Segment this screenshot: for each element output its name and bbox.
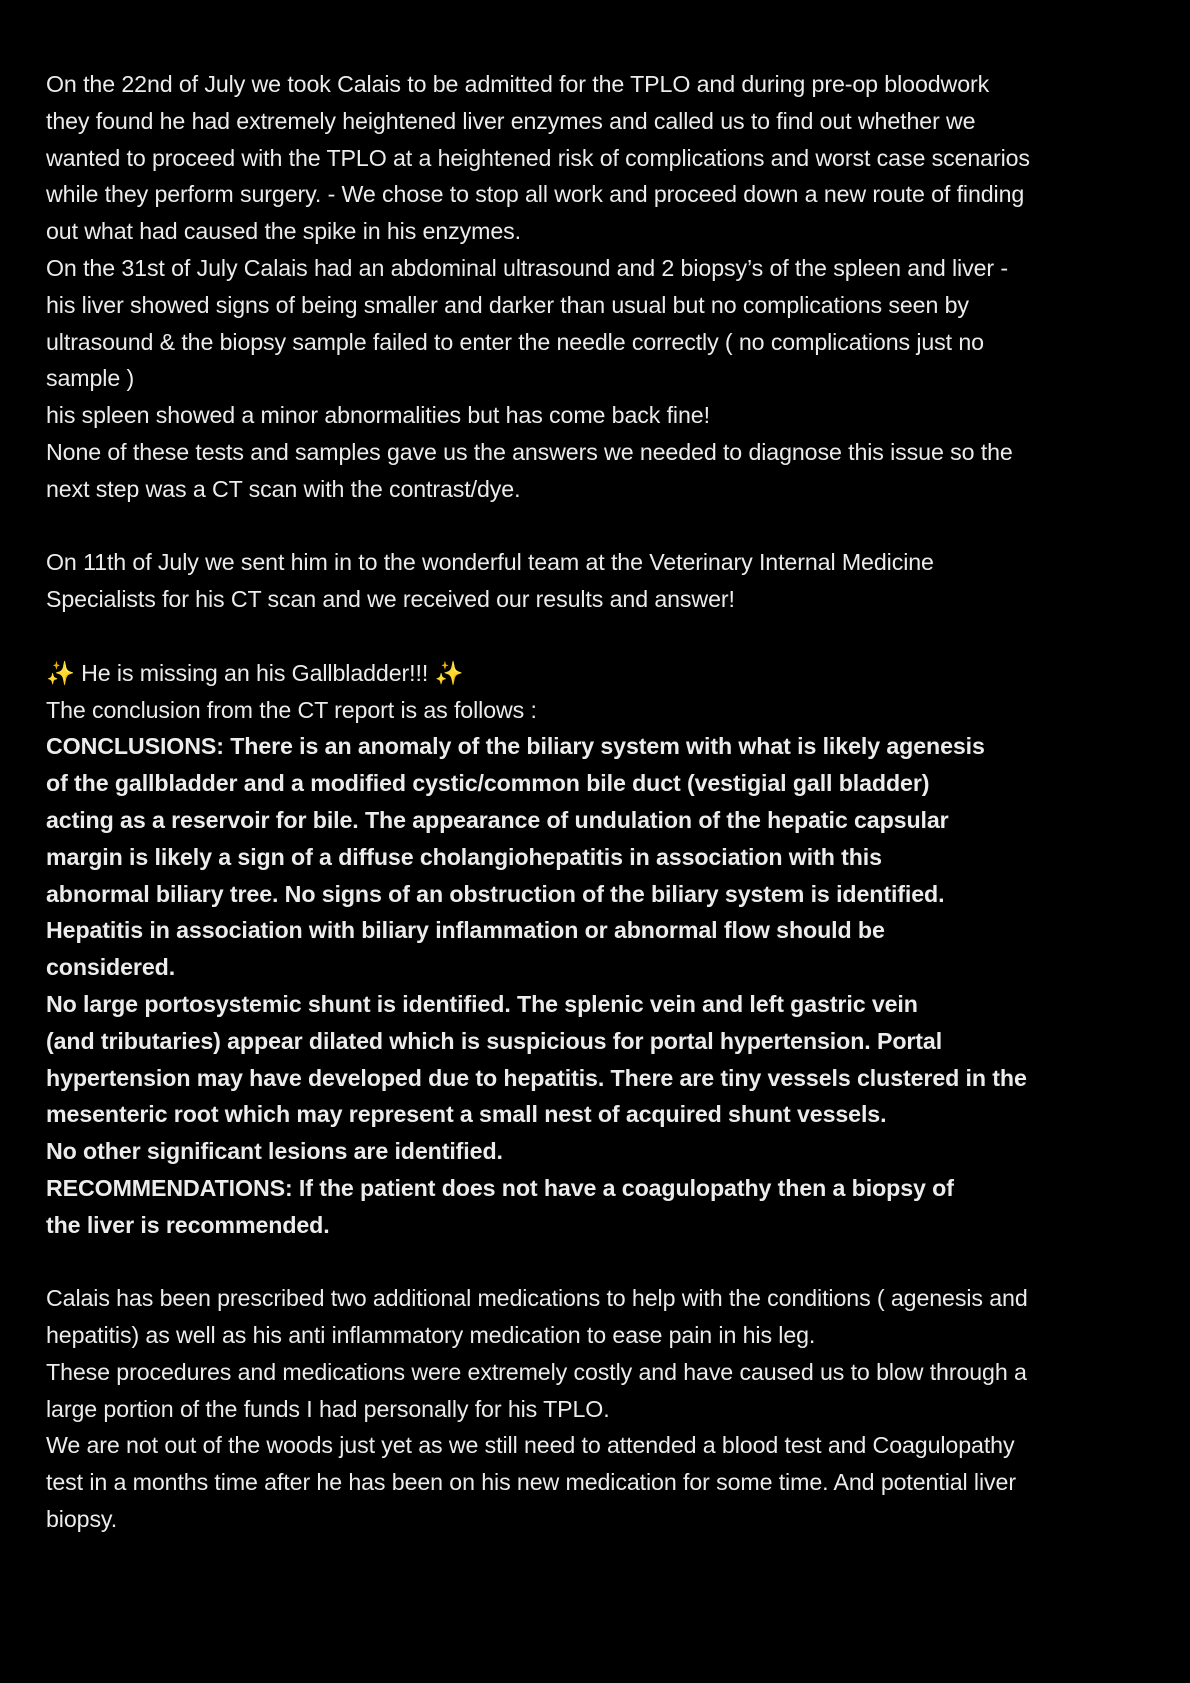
report-line: No large portosystemic shunt is identified. The splenic vein and left gastric vein [46, 990, 918, 1017]
sparkles-icon: ✨ [434, 659, 464, 686]
sparkles-icon: ✨ [46, 659, 75, 686]
text-line: wanted to proceed with the TPLO at a heightened risk of complications and worst case scenarios [46, 144, 1030, 171]
text-line: biopsy. [46, 1506, 118, 1533]
text-line: Calais has been prescribed two additional medications to help with the conditions ( agenesis and [46, 1285, 1028, 1312]
text-line: his liver showed signs of being smaller and darker than usual but no complications seen by [46, 291, 969, 318]
spacer [46, 1244, 1166, 1281]
text-line: On the 31st of July Calais had an abdominal ultrasound and 2 biopsy’s of the spleen and liver - [46, 254, 1008, 281]
text-line: On the 22nd of July we took Calais to be admitted for the TPLO and during pre-op bloodwork [46, 71, 990, 97]
note-body [46, 66, 1166, 1538]
text-line: None of these tests and samples gave us the answers we needed to diagnose this issue so the [46, 438, 1013, 465]
paragraph-tplo-background [46, 66, 1166, 508]
report-line: abnormal biliary tree. No signs of an obstruction of the biliary system is identified. [46, 880, 945, 907]
text-line: his spleen showed a minor abnormalities but has come back fine! [46, 402, 710, 429]
text-line: Specialists for his CT scan and we received our results and answer! [46, 586, 735, 613]
report-line: No other significant lesions are identified. [46, 1138, 503, 1165]
report-line: hypertension may have developed due to hepatitis. There are tiny vessels clustered in the [46, 1064, 1027, 1091]
spacer [46, 618, 1166, 655]
report-line: margin is likely a sign of a diffuse cholangiohepatitis in association with this [46, 843, 882, 870]
text-line: large portion of the funds I had personally for his TPLO. [46, 1395, 610, 1422]
paragraph-medications [46, 1280, 1166, 1538]
text-line: while they perform surgery. - We chose to stop all work and proceed down a new route of finding [46, 181, 1025, 208]
report-line: CONCLUSIONS: There is an anomaly of the biliary system with what is likely agenesis [46, 733, 985, 760]
ct-report [46, 728, 1166, 1243]
text-line: they found he had extremely heightened liver enzymes and called us to find out whether we [46, 107, 976, 134]
paragraph-ct-scan [46, 544, 1166, 618]
text-line: out what had caused the spike in his enzymes. [46, 218, 521, 245]
headline-text: He is missing an his Gallbladder!!! [74, 659, 435, 686]
report-line: (and tributaries) appear dilated which is suspicious for portal hypertension. Portal [46, 1027, 943, 1054]
report-line: RECOMMENDATIONS: If the patient does not have a coagulopathy then a biopsy of [46, 1174, 954, 1201]
text-line: sample ) [46, 365, 135, 392]
text-line: These procedures and medications were extremely costly and have caused us to blow through a [46, 1358, 1027, 1385]
text-line: hepatitis) as well as his anti inflammatory medication to ease pain in his leg. [46, 1322, 816, 1349]
headline-line [46, 655, 1166, 692]
spacer [46, 508, 1166, 545]
report-intro: The conclusion from the CT report is as follows : [46, 696, 537, 723]
report-line: Hepatitis in association with biliary inflammation or abnormal flow should be [46, 917, 885, 944]
headline [46, 655, 1166, 729]
text-line: next step was a CT scan with the contrast/dye. [46, 475, 521, 502]
report-line: of the gallbladder and a modified cystic/common bile duct (vestigial gall bladder) [46, 770, 930, 797]
report-line: the liver is recommended. [46, 1211, 330, 1238]
text-line: test in a months time after he has been on his new medication for some time. And potential liver [46, 1469, 1016, 1496]
report-line: acting as a reservoir for bile. The appearance of undulation of the hepatic capsular [46, 806, 949, 833]
text-line: ultrasound & the biopsy sample failed to enter the needle correctly ( no complications just no [46, 328, 984, 355]
text-line: On 11th of July we sent him in to the wonderful team at the Veterinary Internal Medicine [46, 549, 934, 576]
report-line: considered. [46, 954, 176, 981]
text-line: We are not out of the woods just yet as we still need to attended a blood test and Coagulopathy [46, 1432, 1015, 1459]
report-line: mesenteric root which may represent a small nest of acquired shunt vessels. [46, 1101, 887, 1128]
